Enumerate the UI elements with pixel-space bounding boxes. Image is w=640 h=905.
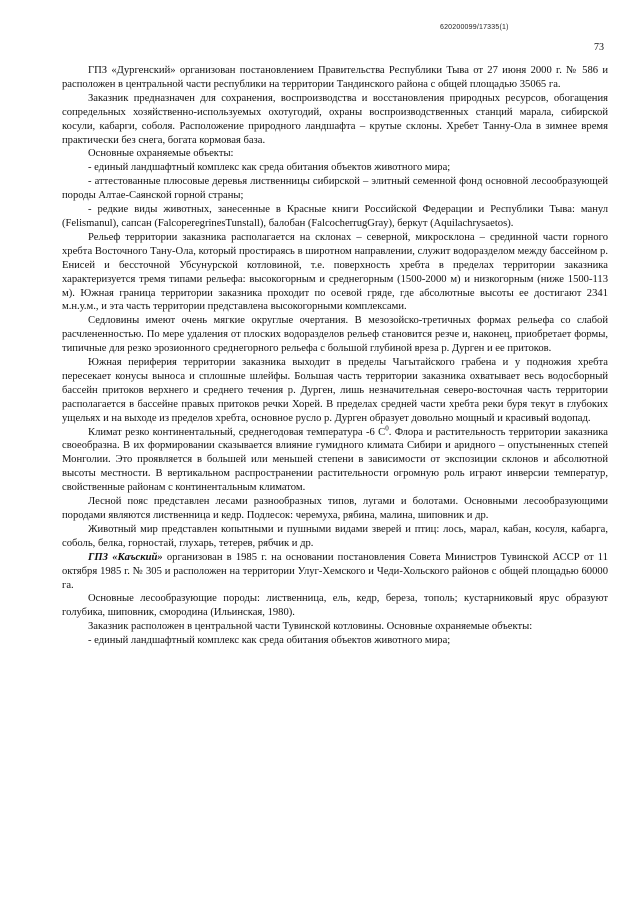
paragraph: Заказник предназначен для сохранения, воспроизводства и восстановления природных ресурсов, обогащения сопредельных хозяйственно-используемых охотугодий, охраны воспроизводственных станций марала, сибирской косули, кабарги, соболя. Расположение природного ландшафта – крутые склоны. Хребет Танну-Ола в зимнее время практически без снега, богата кормовая база. xyxy=(62,92,608,146)
climate-text-before: Климат резко континентальный, среднегодовая температура -6 С xyxy=(88,426,386,438)
paragraph: Южная периферия территории заказника выходит в пределы Чагытайского грабена и у подножия хребта пересекает конусы выноса и сплошные шлейфы. Большая часть территории заказника охватывает весь водосборный бассейн притоков верхнего и среднего течения р. Дурген, лишь незначительная северо-восточная часть территории располагается в бассейне правых притоков речки Хорей. В пределах средней части хребта реки буря текут в глубоких ущельях и на выходе из пределов хребта, основное русло р. Дурген образует довольно мощный и красивый водопад. xyxy=(62,357,608,424)
climate-paragraph xyxy=(62,426,608,496)
document-id: 620200099/17335(1) xyxy=(440,24,509,31)
paragraph: Заказник расположен в центральной части Тувинской котловины. Основные охраняемые объекты: xyxy=(88,621,533,633)
list-item: - аттестованные плюсовые деревья лиственницы сибирской – элитный семенной фонд основной лесообразующей породы Алтае-Саянской горной страны; xyxy=(62,176,608,202)
paragraph: Седловины имеют очень мягкие округлые очертания. В мезозойско-третичных формах рельефа со слабой расчлененностью. По мере удаления от плоских водоразделов рельеф становится резче и, наконец, приобретает формы, типичные для резко эрозионного среднегорного рельефа с большой глубиной вреза р. Дурген и ее притоков. xyxy=(62,315,608,355)
reserve-name: ГПЗ «Каъский» xyxy=(88,551,163,563)
degree-sup: 0 xyxy=(385,424,389,433)
paragraph: ГПЗ «Дургенский» организован постановлением Правительства Республики Тыва от 27 июня 2000 г. № 586 и расположен в центральной части республики на территории Тандинского района с общей площадью 35065 га. xyxy=(62,65,608,90)
reserve-description: организован в 1985 г. на основании постановления Совета Министров Тувинской АССР от 11 октября 1985 г. № 305 и расположен на территории Улуг-Хемского и Чеди-Хольского районов с общей площадью 60000 га. xyxy=(62,551,608,591)
paragraph: Животный мир представлен копытными и пушными видами зверей и птиц: лось, марал, кабан, косуля, кабарга, соболь, белка, горностай, глухарь, тетерев, рябчик и др. xyxy=(62,523,608,549)
list-item: - единый ландшафтный комплекс как среда обитания объектов животного мира; xyxy=(88,635,451,647)
page-body xyxy=(62,64,608,648)
paragraph: Основные охраняемые объекты: xyxy=(88,148,234,160)
paragraph: Лесной пояс представлен лесами разнообразных типов, лугами и болотами. Основными лесообразующими породами являются лиственница и кедр. Подлесок: черемуха, рябина, малина, шиповник и др. xyxy=(62,496,608,521)
climate-text-after: . Флора и растительность территории заказника своеобразна. В их формировании сказывается влияние гумидного климата Сибири и аридного – опустыненных степей Монголии. Это проявляется в большей или меньшей степени в зависимости от экспозиции склонов и абсолютной высоты местности. В вертикальном распространении растительности огромную роль играют инверсии температур, свойственные районам с континентальным климатом. xyxy=(62,426,608,494)
list-item: - единый ландшафтный комплекс как среда обитания объектов животного мира; xyxy=(88,162,451,174)
page-number: 73 xyxy=(594,42,604,53)
list-item: - редкие виды животных, занесенные в Красные книги Российской Федерации и Республики Тыва: манул (Felismanul), сапсан (FalcoperegrinesTunstall), балобан (FalcocherrugGray), беркут (Aquilachrysaetos). xyxy=(62,204,608,229)
paragraph: Рельеф территории заказника располагается на склонах – северной, микросклона – срединной части горного хребта Восточного Тану-Ола, который простираясь в широтном направлении, служит водоразделом между бассейном р. Енисей и бессточной Убсунурской котловиной, т.е. поверхность хребта в пределах территории заказника характеризуется тремя типами рельефа: высокогорным и среднегорным (1500-2000 м) и низкогорным (ниже 1500-113 м). Южная граница территории заказника проходит по осевой гряде, где абсолютные высоты ее достигают 2341 м.н.у.м., и эта часть территории представлена высокогорными комплексами. xyxy=(62,231,608,313)
kayskiy-paragraph xyxy=(62,551,608,593)
paragraph: Основные лесообразующие породы: лиственница, ель, кедр, береза, тополь; кустарниковый ярус образуют голубика, шиповник, смородина (Ильинская, 1980). xyxy=(62,593,608,619)
